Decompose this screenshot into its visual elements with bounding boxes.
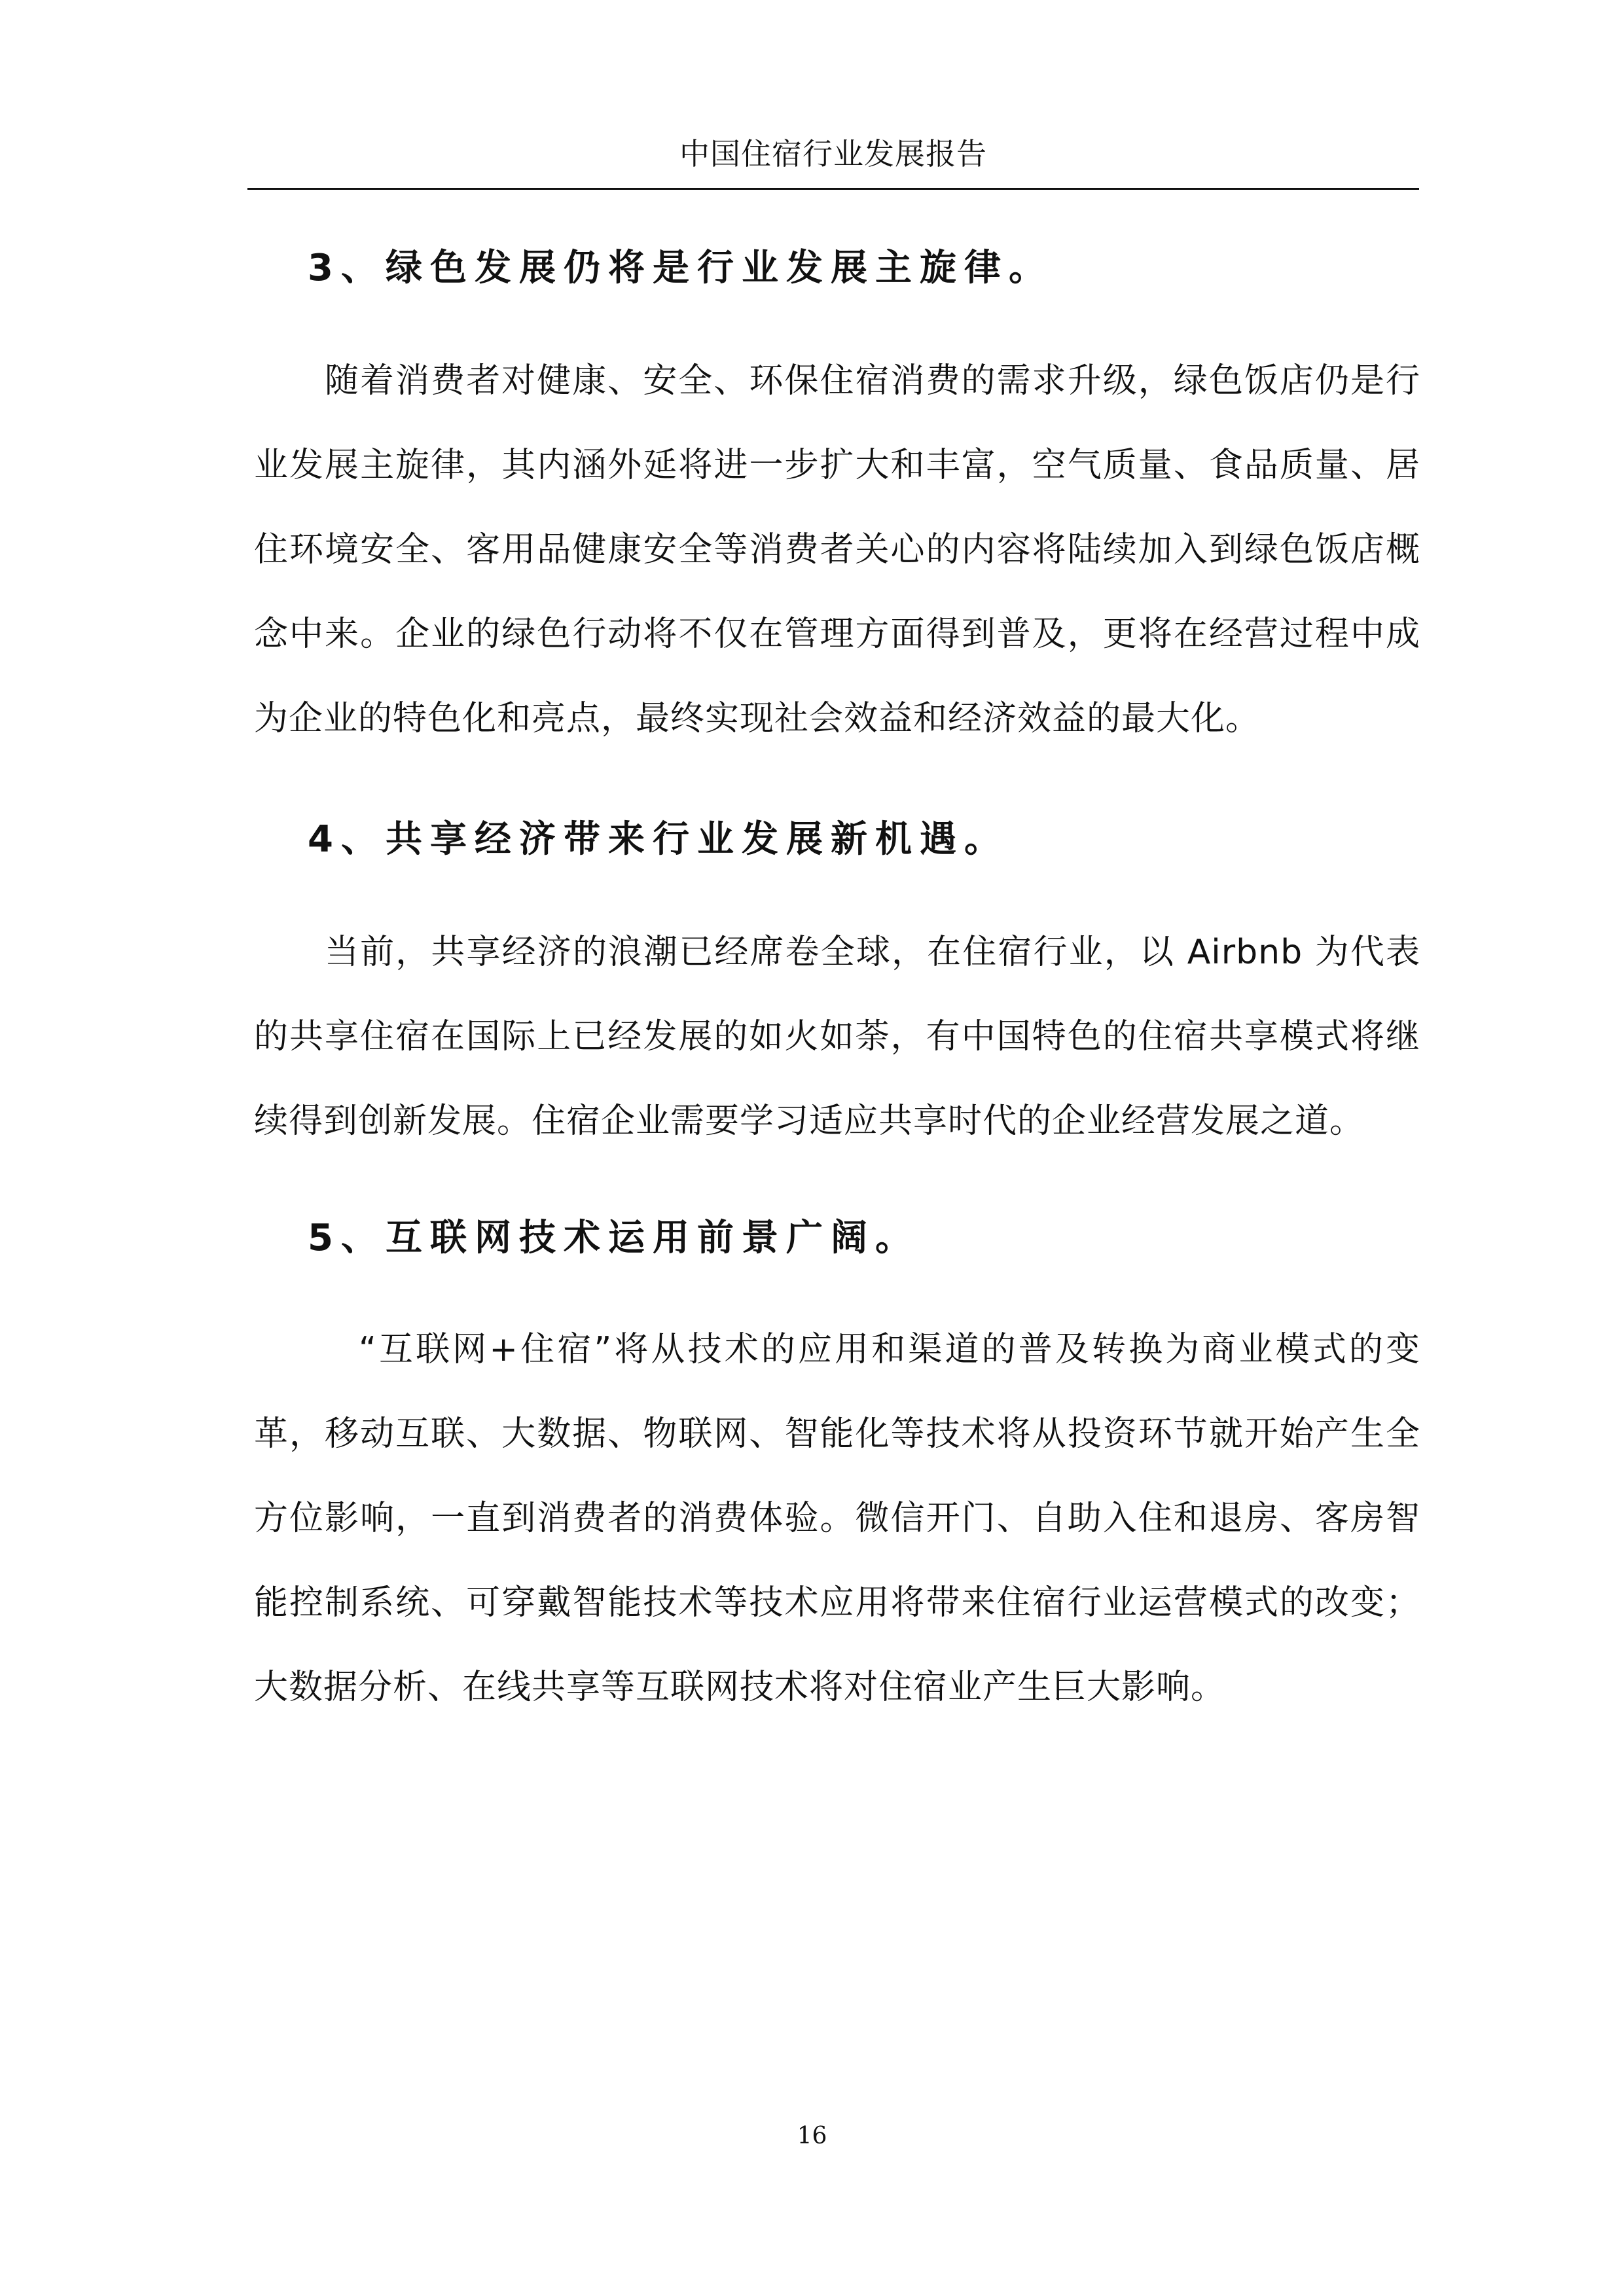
section-heading-3: 3、绿色发展仍将是行业发展主旋律。 — [308, 247, 1053, 289]
section-heading-5: 5、互联网技术运用前景广阔。 — [308, 1217, 920, 1259]
section-paragraph-5: “互联网+住宿”将从技术的应用和渠道的普及转换为商业模式的变革，移动互联、大数据、物联网、智能化等技术将从投资环节就开始产生全方位影响，一直到消费者的消费体验。微信开门、自助入住和退房、客房智能控制系统、可穿戴智能技术等技术应用将带来住宿行业运营模式的改变；大数据分析、在线共享等互联网技术将对住宿业产生巨大影响。 — [254, 1330, 1420, 1707]
header-divider — [247, 188, 1419, 190]
page-body — [254, 242, 1420, 1730]
section-heading-4: 4、共享经济带来行业发展新机遇。 — [308, 818, 1009, 861]
section-paragraph-3: 随着消费者对健康、安全、环保住宿消费的需求升级，绿色饭店仍是行业发展主旋律，其内涵外延将进一步扩大和丰富，空气质量、食品质量、居住环境安全、客用品健康安全等消费者关心的内容将陆续加入到绿色饭店概念中来。企业的绿色行动将不仅在管理方面得到普及，更将在经营过程中成为企业的特色化和亮点，最终实现社会效益和经济效益的最大化。 — [254, 361, 1420, 738]
page-number: 16 — [797, 2123, 827, 2149]
page-header-title: 中国住宿行业发展报告 — [679, 136, 987, 171]
section-paragraph-4: 当前，共享经济的浪潮已经席卷全球，在住宿行业，以 Airbnb 为代表的共享住宿在国际上已经发展的如火如荼，有中国特色的住宿共享模式将继续得到创新发展。住宿企业需要学习适应共享时代的企业经营发展之道。 — [254, 933, 1420, 1141]
